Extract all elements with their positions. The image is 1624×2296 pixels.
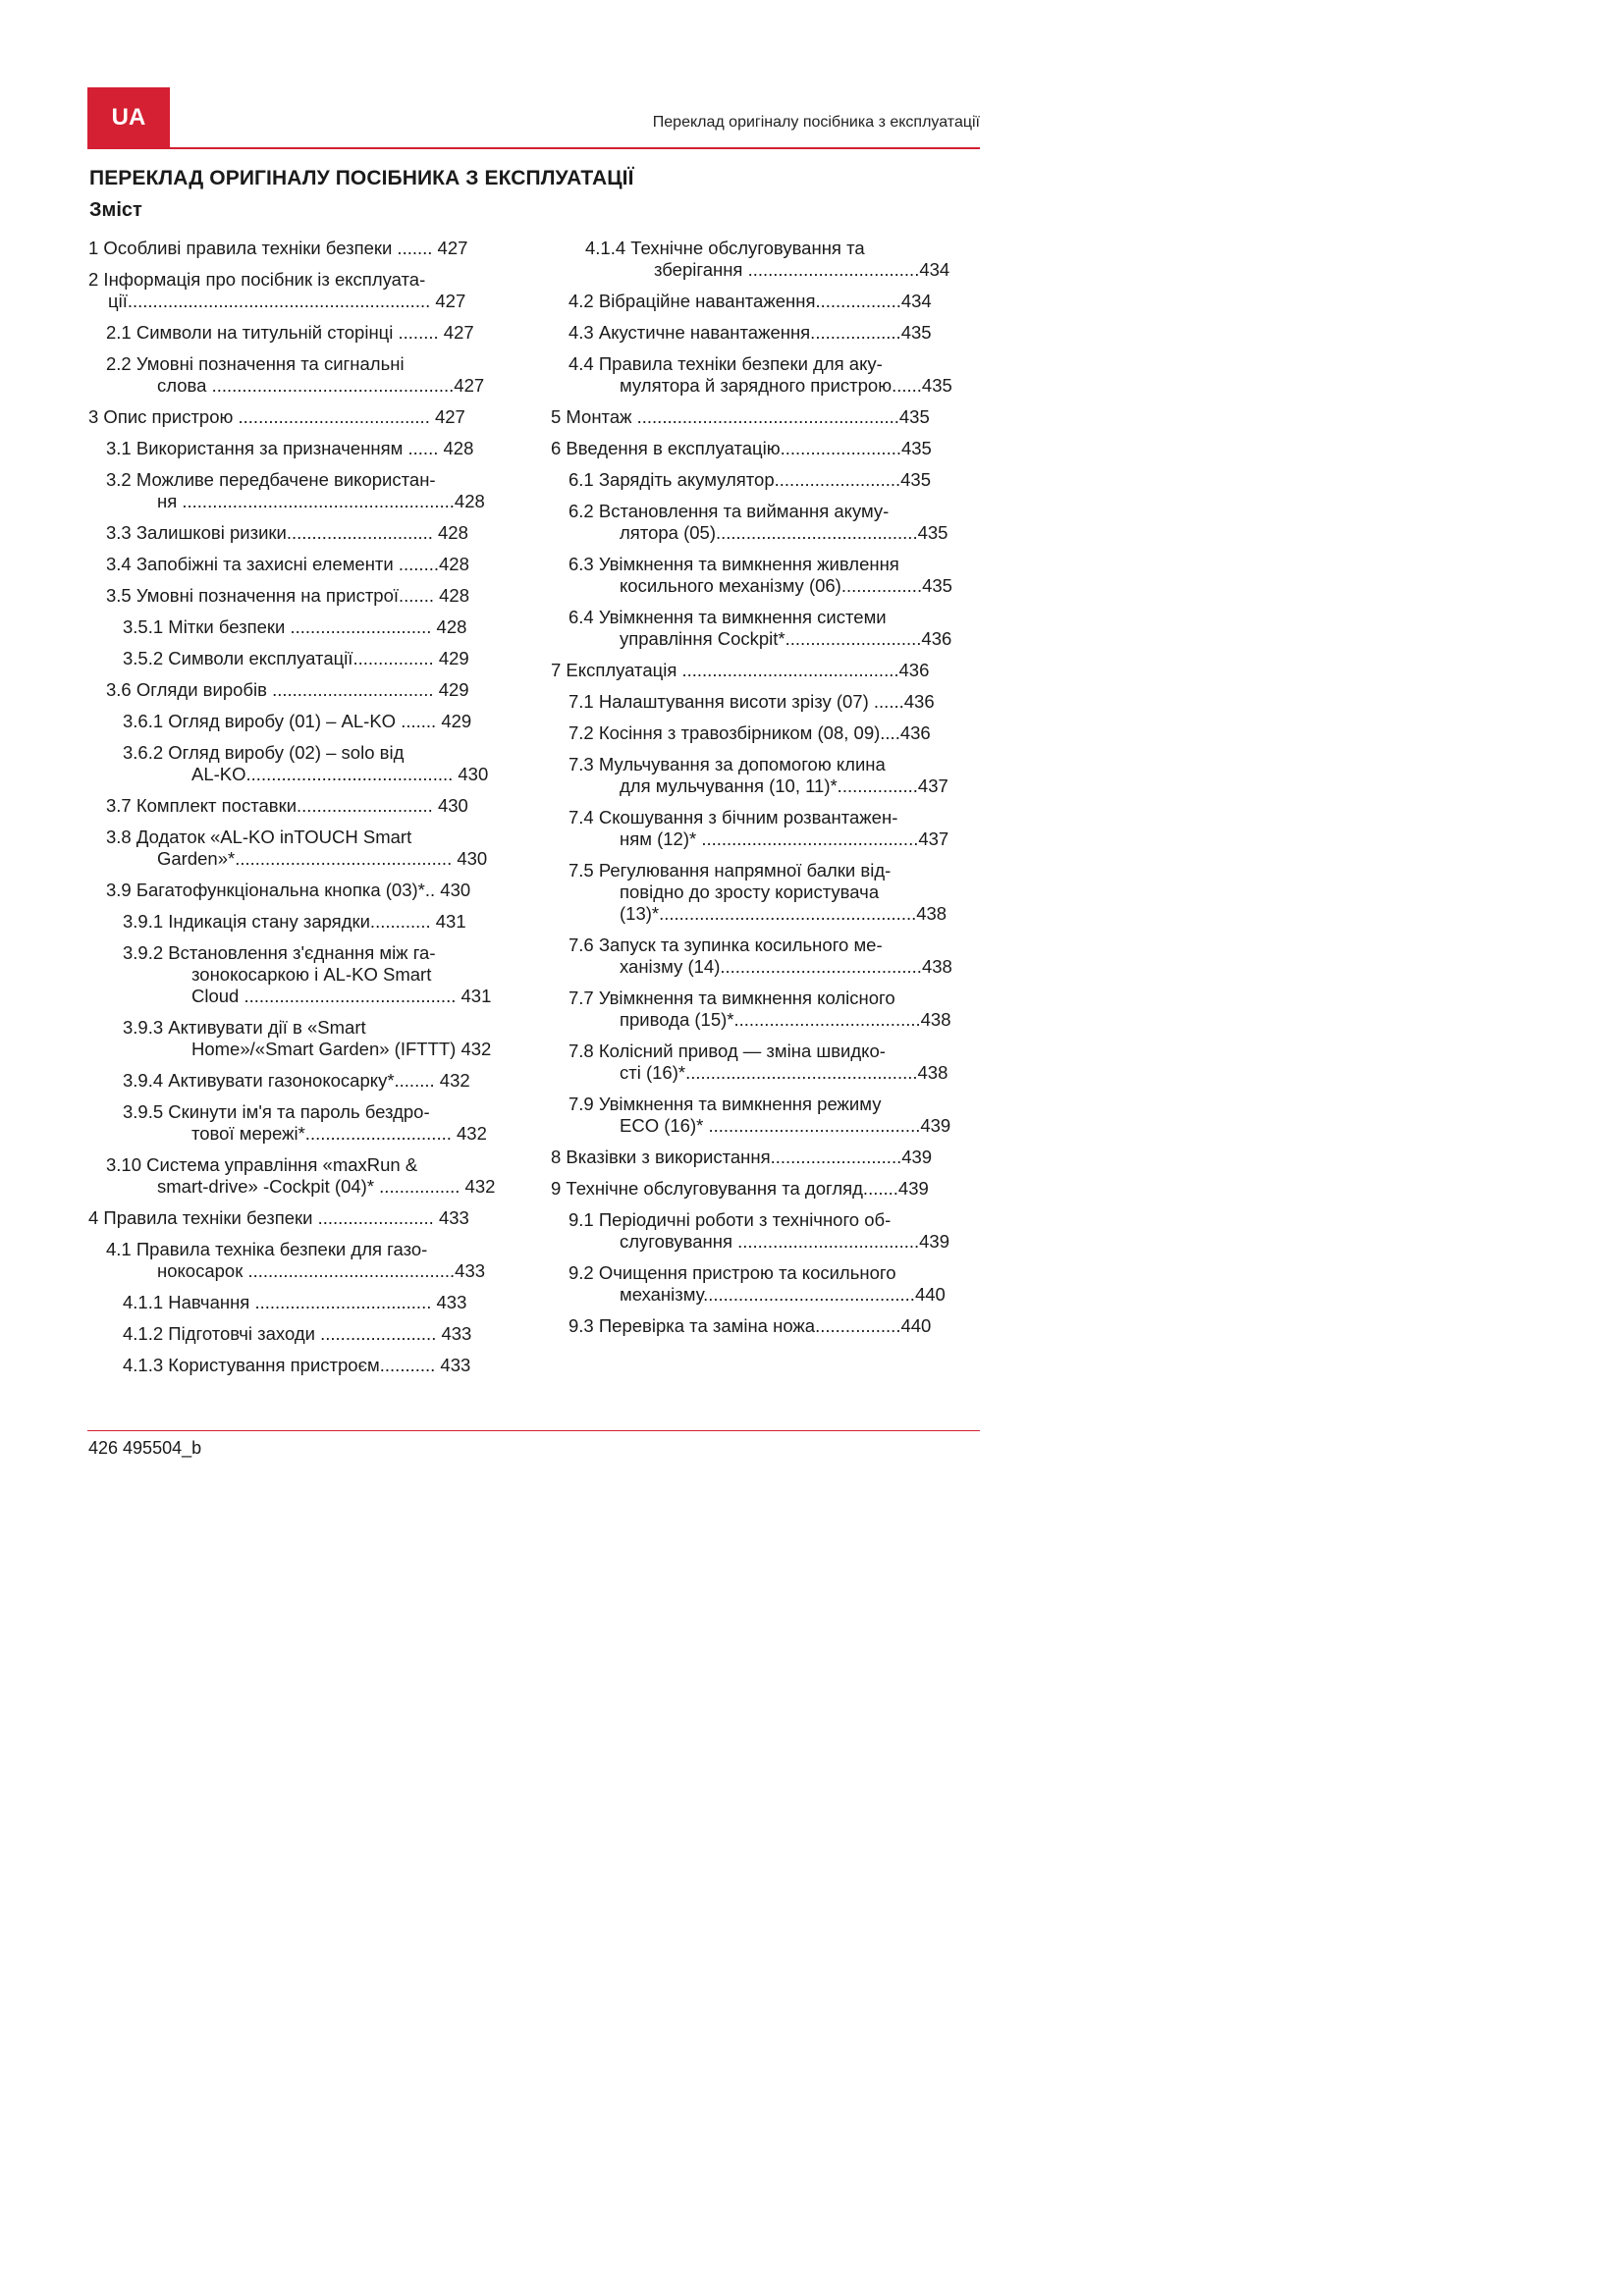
toc-entry[interactable] [88, 616, 520, 638]
toc-entry-continuation: Cloud .......................................... 431 [191, 986, 492, 1006]
toc-entry[interactable] [551, 291, 983, 312]
toc-entry-continuation: нокосарок .........................................433 [157, 1260, 486, 1281]
toc-entry-continuation: управління Cockpit*...........................436 [620, 628, 952, 649]
toc-entry-continuation: зберігання ..................................434 [654, 259, 950, 280]
toc-entry-text: 3.8 Додаток «AL-KO inTOUCH Smart [106, 827, 412, 847]
toc-entry[interactable] [88, 522, 520, 544]
toc-entry[interactable] [551, 722, 983, 744]
toc-entry-text: 3.4 Запобіжні та захисні елементи ........428 [106, 554, 469, 574]
toc-entry[interactable] [88, 1154, 520, 1198]
toc-entry[interactable] [88, 585, 520, 607]
toc-entry-text: 3.1 Використання за призначенням ...... 428 [106, 438, 474, 458]
toc-entry[interactable] [551, 1262, 983, 1306]
toc-entry[interactable] [88, 880, 520, 901]
toc-entry-text: 3.9.2 Встановлення з'єднання між га- [123, 942, 436, 963]
toc-entry-text: 4.2 Вібраційне навантаження.................434 [568, 291, 932, 311]
toc-entry-text: 7.1 Налаштування висоти зрізу (07) ......436 [568, 691, 935, 712]
toc-entry[interactable] [88, 1070, 520, 1092]
toc-entry-text: 7.7 Увімкнення та вимкнення колісного [568, 988, 895, 1008]
toc-heading: Зміст [89, 199, 142, 221]
toc-entry[interactable] [551, 469, 983, 491]
toc-entry-text: 2 Інформація про посібник із експлуата- [88, 269, 426, 290]
toc-entry[interactable] [551, 807, 983, 850]
toc-entry[interactable] [551, 1041, 983, 1084]
toc-entry-continuation: тової мережі*............................. 432 [191, 1123, 487, 1144]
toc-entry[interactable] [551, 1209, 983, 1253]
toc-entry-text: 3.6.2 Огляд виробу (02) – solo від [123, 742, 405, 763]
toc-entry-text: 7.6 Запуск та зупинка косильного ме- [568, 934, 883, 955]
toc-entry-text: 3.6.1 Огляд виробу (01) – AL-KO ....... 429 [123, 711, 472, 731]
toc-entry[interactable] [88, 269, 520, 312]
toc-entry-continuation: ням (12)* ...........................................437 [620, 828, 949, 849]
toc-entry-text: 4.1.4 Технічне обслуговування та [585, 238, 865, 258]
toc-entry-text: 4 Правила техніки безпеки ....................... 433 [88, 1207, 469, 1228]
footer-divider [87, 1430, 980, 1431]
header-divider [87, 147, 980, 149]
toc-entry[interactable] [551, 1094, 983, 1137]
toc-column-right [551, 238, 983, 1347]
toc-entry[interactable] [88, 1239, 520, 1282]
toc-entry[interactable] [551, 1147, 983, 1168]
toc-entry-text: 4.1.3 Користування пристроєм........... 433 [123, 1355, 471, 1375]
toc-entry-text: 9.1 Періодичні роботи з технічного об- [568, 1209, 892, 1230]
toc-entry-text: 3.9 Багатофункціональна кнопка (03)*.. 430 [106, 880, 471, 900]
toc-entry[interactable] [88, 469, 520, 512]
toc-entry-text: 4.4 Правила техніки безпеки для аку- [568, 353, 883, 374]
toc-entry-continuation: Home»/«Smart Garden» (IFTTT) 432 [191, 1039, 492, 1059]
toc-entry-text: 7 Експлуатація ...........................................436 [551, 660, 930, 680]
toc-entry[interactable] [88, 742, 520, 785]
toc-entry-continuation: ня ......................................................428 [157, 491, 485, 511]
toc-entry-continuation: слова ................................................427 [157, 375, 485, 396]
toc-entry[interactable] [551, 554, 983, 597]
toc-entry-text: 8 Вказівки з використання..........................439 [551, 1147, 933, 1167]
toc-entry-text: 3 Опис пристрою ...................................... 427 [88, 406, 465, 427]
toc-entry-text: 9.2 Очищення пристрою та косильного [568, 1262, 896, 1283]
running-header-title: Переклад оригіналу посібника з експлуатації [652, 114, 980, 131]
toc-entry[interactable] [551, 860, 983, 925]
toc-entry[interactable] [551, 406, 983, 428]
toc-entry[interactable] [551, 754, 983, 797]
toc-entry-text: 7.3 Мульчування за допомогою клина [568, 754, 886, 774]
toc-entry-continuation: слуговування ....................................439 [620, 1231, 949, 1252]
toc-entry-text: 7.4 Скошування з бічним розвантажен- [568, 807, 898, 828]
toc-column-left [88, 238, 520, 1386]
toc-entry-continuation: лятора (05)........................................435 [620, 522, 948, 543]
toc-entry[interactable] [551, 934, 983, 978]
language-badge: UA [87, 87, 170, 148]
toc-entry-text: 6.3 Увімкнення та вимкнення живлення [568, 554, 899, 574]
toc-entry-text: 5 Монтаж ....................................................435 [551, 406, 930, 427]
toc-entry-text: 9.3 Перевірка та заміна ножа.................440 [568, 1315, 932, 1336]
toc-entry-text: 7.8 Колісний привод — зміна швидко- [568, 1041, 886, 1061]
toc-entry-text: 4.1 Правила техніка безпеки для газо- [106, 1239, 428, 1259]
toc-entry-continuation: для мульчування (10, 11)*................437 [620, 775, 948, 796]
toc-entry-text: 3.2 Можливе передбачене використан- [106, 469, 436, 490]
toc-entry-continuation: привода (15)*.....................................438 [620, 1009, 951, 1030]
toc-entry-continuation: ції............................................................ 427 [108, 291, 466, 311]
toc-entry-text: 9 Технічне обслуговування та догляд.......439 [551, 1178, 929, 1199]
toc-entry-text: 4.3 Акустичне навантаження..................435 [568, 322, 932, 343]
toc-entry-text: 6.2 Встановлення та виймання акуму- [568, 501, 890, 521]
toc-entry-text: 3.6 Огляди виробів ................................ 429 [106, 679, 469, 700]
toc-entry-text: 2.1 Символи на титульній сторінці ........ 427 [106, 322, 474, 343]
toc-entry-text: 6.1 Зарядіть акумулятор.........................435 [568, 469, 931, 490]
toc-entry-continuation: сті (16)*..............................................438 [620, 1062, 948, 1083]
toc-entry-continuation: мулятора й зарядного пристрою......435 [620, 375, 952, 396]
toc-entry[interactable] [88, 238, 520, 259]
toc-entry[interactable] [551, 1178, 983, 1200]
toc-entry-text: 7.9 Увімкнення та вимкнення режиму [568, 1094, 882, 1114]
toc-entry[interactable] [88, 406, 520, 428]
toc-entry-text: 6.4 Увімкнення та вимкнення системи [568, 607, 887, 627]
toc-entry-text: 3.5 Умовні позначення на пристрої....... 428 [106, 585, 469, 606]
toc-entry-continuation: косильного механізму (06)................435 [620, 575, 952, 596]
toc-entry[interactable] [88, 353, 520, 397]
toc-entry-text: 7.2 Косіння з травозбірником (08, 09)....436 [568, 722, 931, 743]
toc-entry-text: 3.9.5 Скинути ім'я та пароль бездро- [123, 1101, 430, 1122]
toc-entry-continuation: механізму..........................................440 [620, 1284, 946, 1305]
toc-entry-text: 6 Введення в експлуатацію........................435 [551, 438, 932, 458]
toc-entry-continuation: ханізму (14)........................................438 [620, 956, 952, 977]
toc-entry[interactable] [88, 1207, 520, 1229]
toc-entry[interactable] [88, 1292, 520, 1313]
toc-entry-text: 7.5 Регулювання напрямної балки від- [568, 860, 892, 881]
toc-entry[interactable] [551, 1315, 983, 1337]
toc-entry-text: 3.9.4 Активувати газонокосарку*........ 432 [123, 1070, 470, 1091]
toc-entry-text: 3.3 Залишкові ризики............................. 428 [106, 522, 468, 543]
toc-entry[interactable] [88, 438, 520, 459]
toc-entry-continuation: Garden»*........................................... 430 [157, 848, 488, 869]
toc-entry-continuation: зонокосаркою і AL-KO Smart [191, 964, 432, 985]
toc-entry-text: 3.5.1 Мітки безпеки ............................ 428 [123, 616, 467, 637]
toc-entry[interactable] [551, 322, 983, 344]
toc-entry[interactable] [88, 911, 520, 933]
toc-entry-text: 4.1.1 Навчання ................................... 433 [123, 1292, 467, 1312]
toc-entry[interactable] [551, 353, 983, 397]
toc-entry[interactable] [88, 648, 520, 669]
toc-entry[interactable] [88, 711, 520, 732]
toc-entry[interactable] [88, 554, 520, 575]
toc-entry[interactable] [88, 795, 520, 817]
toc-entry[interactable] [88, 679, 520, 701]
footer-page-info: 426 495504_b [88, 1438, 202, 1458]
toc-entry[interactable] [551, 988, 983, 1031]
toc-entry-text: 3.9.1 Індикація стану зарядки............ 431 [123, 911, 466, 932]
toc-entry[interactable] [551, 660, 983, 681]
toc-entry-text: 4.1.2 Підготовчі заходи ....................... 433 [123, 1323, 472, 1344]
toc-entry-continuation: (13)*...................................................438 [620, 903, 947, 924]
toc-entry[interactable] [551, 501, 983, 544]
toc-entry-text: 2.2 Умовні позначення та сигнальні [106, 353, 405, 374]
toc-entry[interactable] [88, 1017, 520, 1060]
toc-entry[interactable] [551, 238, 983, 281]
toc-entry[interactable] [88, 942, 520, 1007]
toc-entry-continuation: ECO (16)* ..........................................439 [620, 1115, 951, 1136]
toc-entry[interactable] [88, 322, 520, 344]
toc-entry[interactable] [551, 438, 983, 459]
toc-entry-continuation: повідно до зросту користувача [620, 881, 880, 902]
toc-entry[interactable] [551, 607, 983, 650]
toc-entry[interactable] [88, 827, 520, 870]
toc-entry[interactable] [88, 1355, 520, 1376]
document-title: ПЕРЕКЛАД ОРИГІНАЛУ ПОСІБНИКА З ЕКСПЛУАТАЦІЇ [89, 167, 634, 189]
toc-entry-text: 3.5.2 Символи експлуатації................ 429 [123, 648, 469, 668]
toc-entry-text: 3.10 Система управління «maxRun & [106, 1154, 418, 1175]
toc-entry-text: 3.7 Комплект поставки........................... 430 [106, 795, 468, 816]
toc-entry[interactable] [88, 1323, 520, 1345]
toc-entry[interactable] [551, 691, 983, 713]
toc-entry[interactable] [88, 1101, 520, 1145]
toc-entry-continuation: AL-KO......................................... 430 [191, 764, 489, 784]
toc-entry-text: 1 Особливі правила техніки безпеки ....... 427 [88, 238, 468, 258]
toc-entry-text: 3.9.3 Активувати дії в «Smart [123, 1017, 366, 1038]
toc-entry-continuation: smart-drive» -Cockpit (04)* ................ 432 [157, 1176, 496, 1197]
